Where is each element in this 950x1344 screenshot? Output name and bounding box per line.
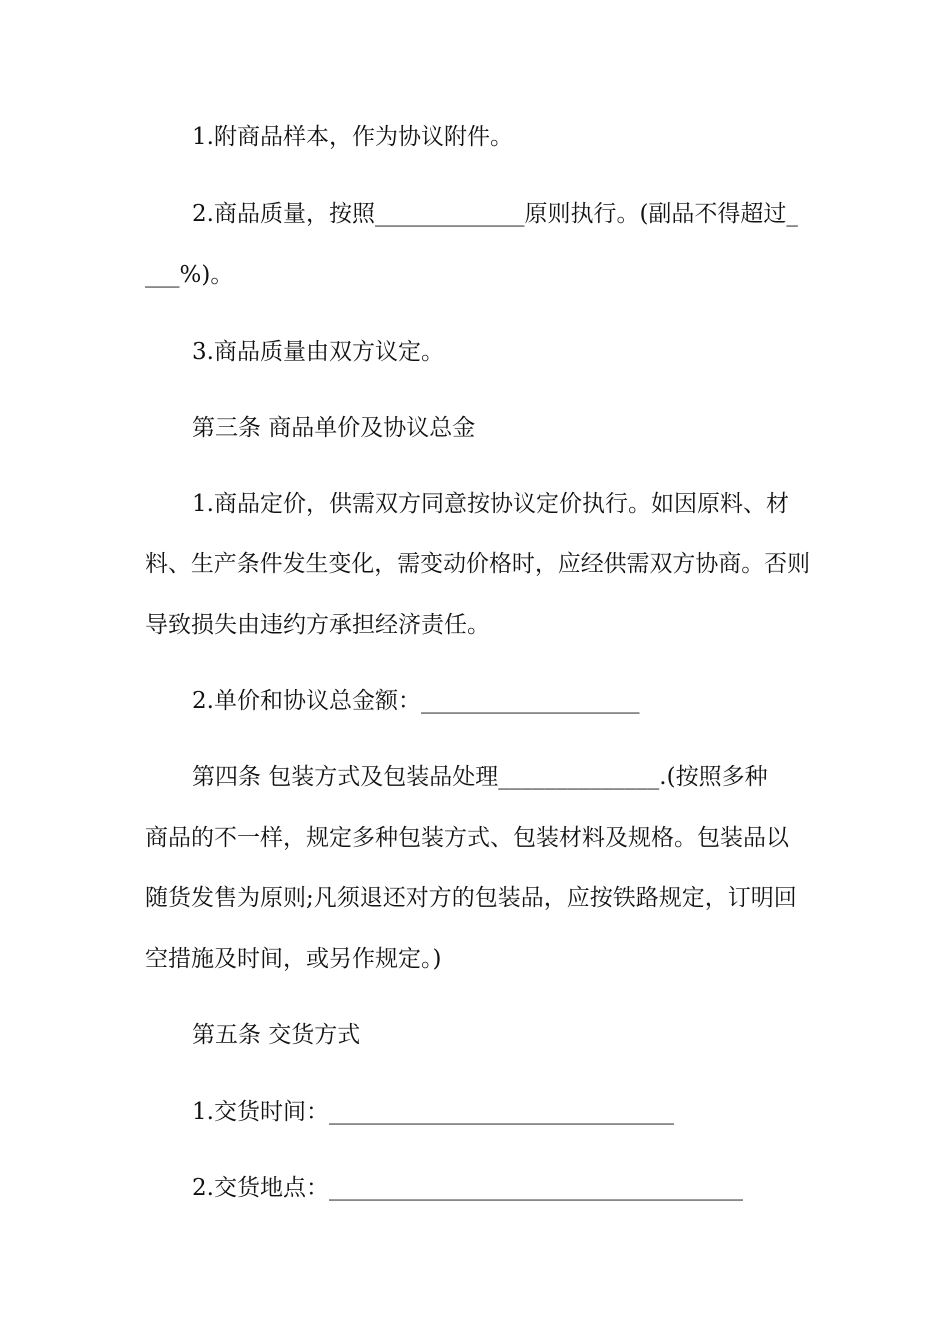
article-three-heading: 第三条 商品单价及协议总金 bbox=[192, 415, 476, 441]
article-four-cont-2: 随货发售为原则;凡须退还对方的包装品，应按铁路规定，订明回 bbox=[145, 885, 797, 911]
article-four-cont-3: 空措施及时间，或另作规定。) bbox=[145, 946, 442, 972]
clause-sample-attachment: 1.附商品样本，作为协议附件。 bbox=[192, 124, 513, 150]
clause-pricing-cont-1: 料、生产条件发生变化，需变动价格时，应经供需双方协商。否则 bbox=[145, 551, 810, 577]
clause-pricing-cont-2: 导致损失由违约方承担经济责任。 bbox=[145, 612, 490, 638]
clause-pricing: 1.商品定价，供需双方同意按协议定价执行。如因原料、材 bbox=[192, 491, 789, 517]
clause-unit-price-total: 2.单价和协议总金额：___________________ bbox=[192, 688, 640, 714]
clause-quality-standard: 2.商品质量，按照_____________原则执行。(副品不得超过_ bbox=[192, 201, 798, 227]
clause-quality-standard-cont: ___%)。 bbox=[145, 262, 234, 288]
article-four-cont-1: 商品的不一样，规定多种包装方式、包装材料及规格。包装品以 bbox=[145, 825, 789, 851]
article-five-heading: 第五条 交货方式 bbox=[192, 1022, 361, 1048]
clause-delivery-time: 1.交货时间：______________________________ bbox=[192, 1099, 674, 1125]
clause-quality-agreed: 3.商品质量由双方议定。 bbox=[192, 339, 444, 365]
clause-delivery-place: 2.交货地点：____________________________________ bbox=[192, 1175, 743, 1201]
article-four-heading: 第四条 包装方式及包装品处理______________.(按照多种 bbox=[192, 764, 768, 790]
